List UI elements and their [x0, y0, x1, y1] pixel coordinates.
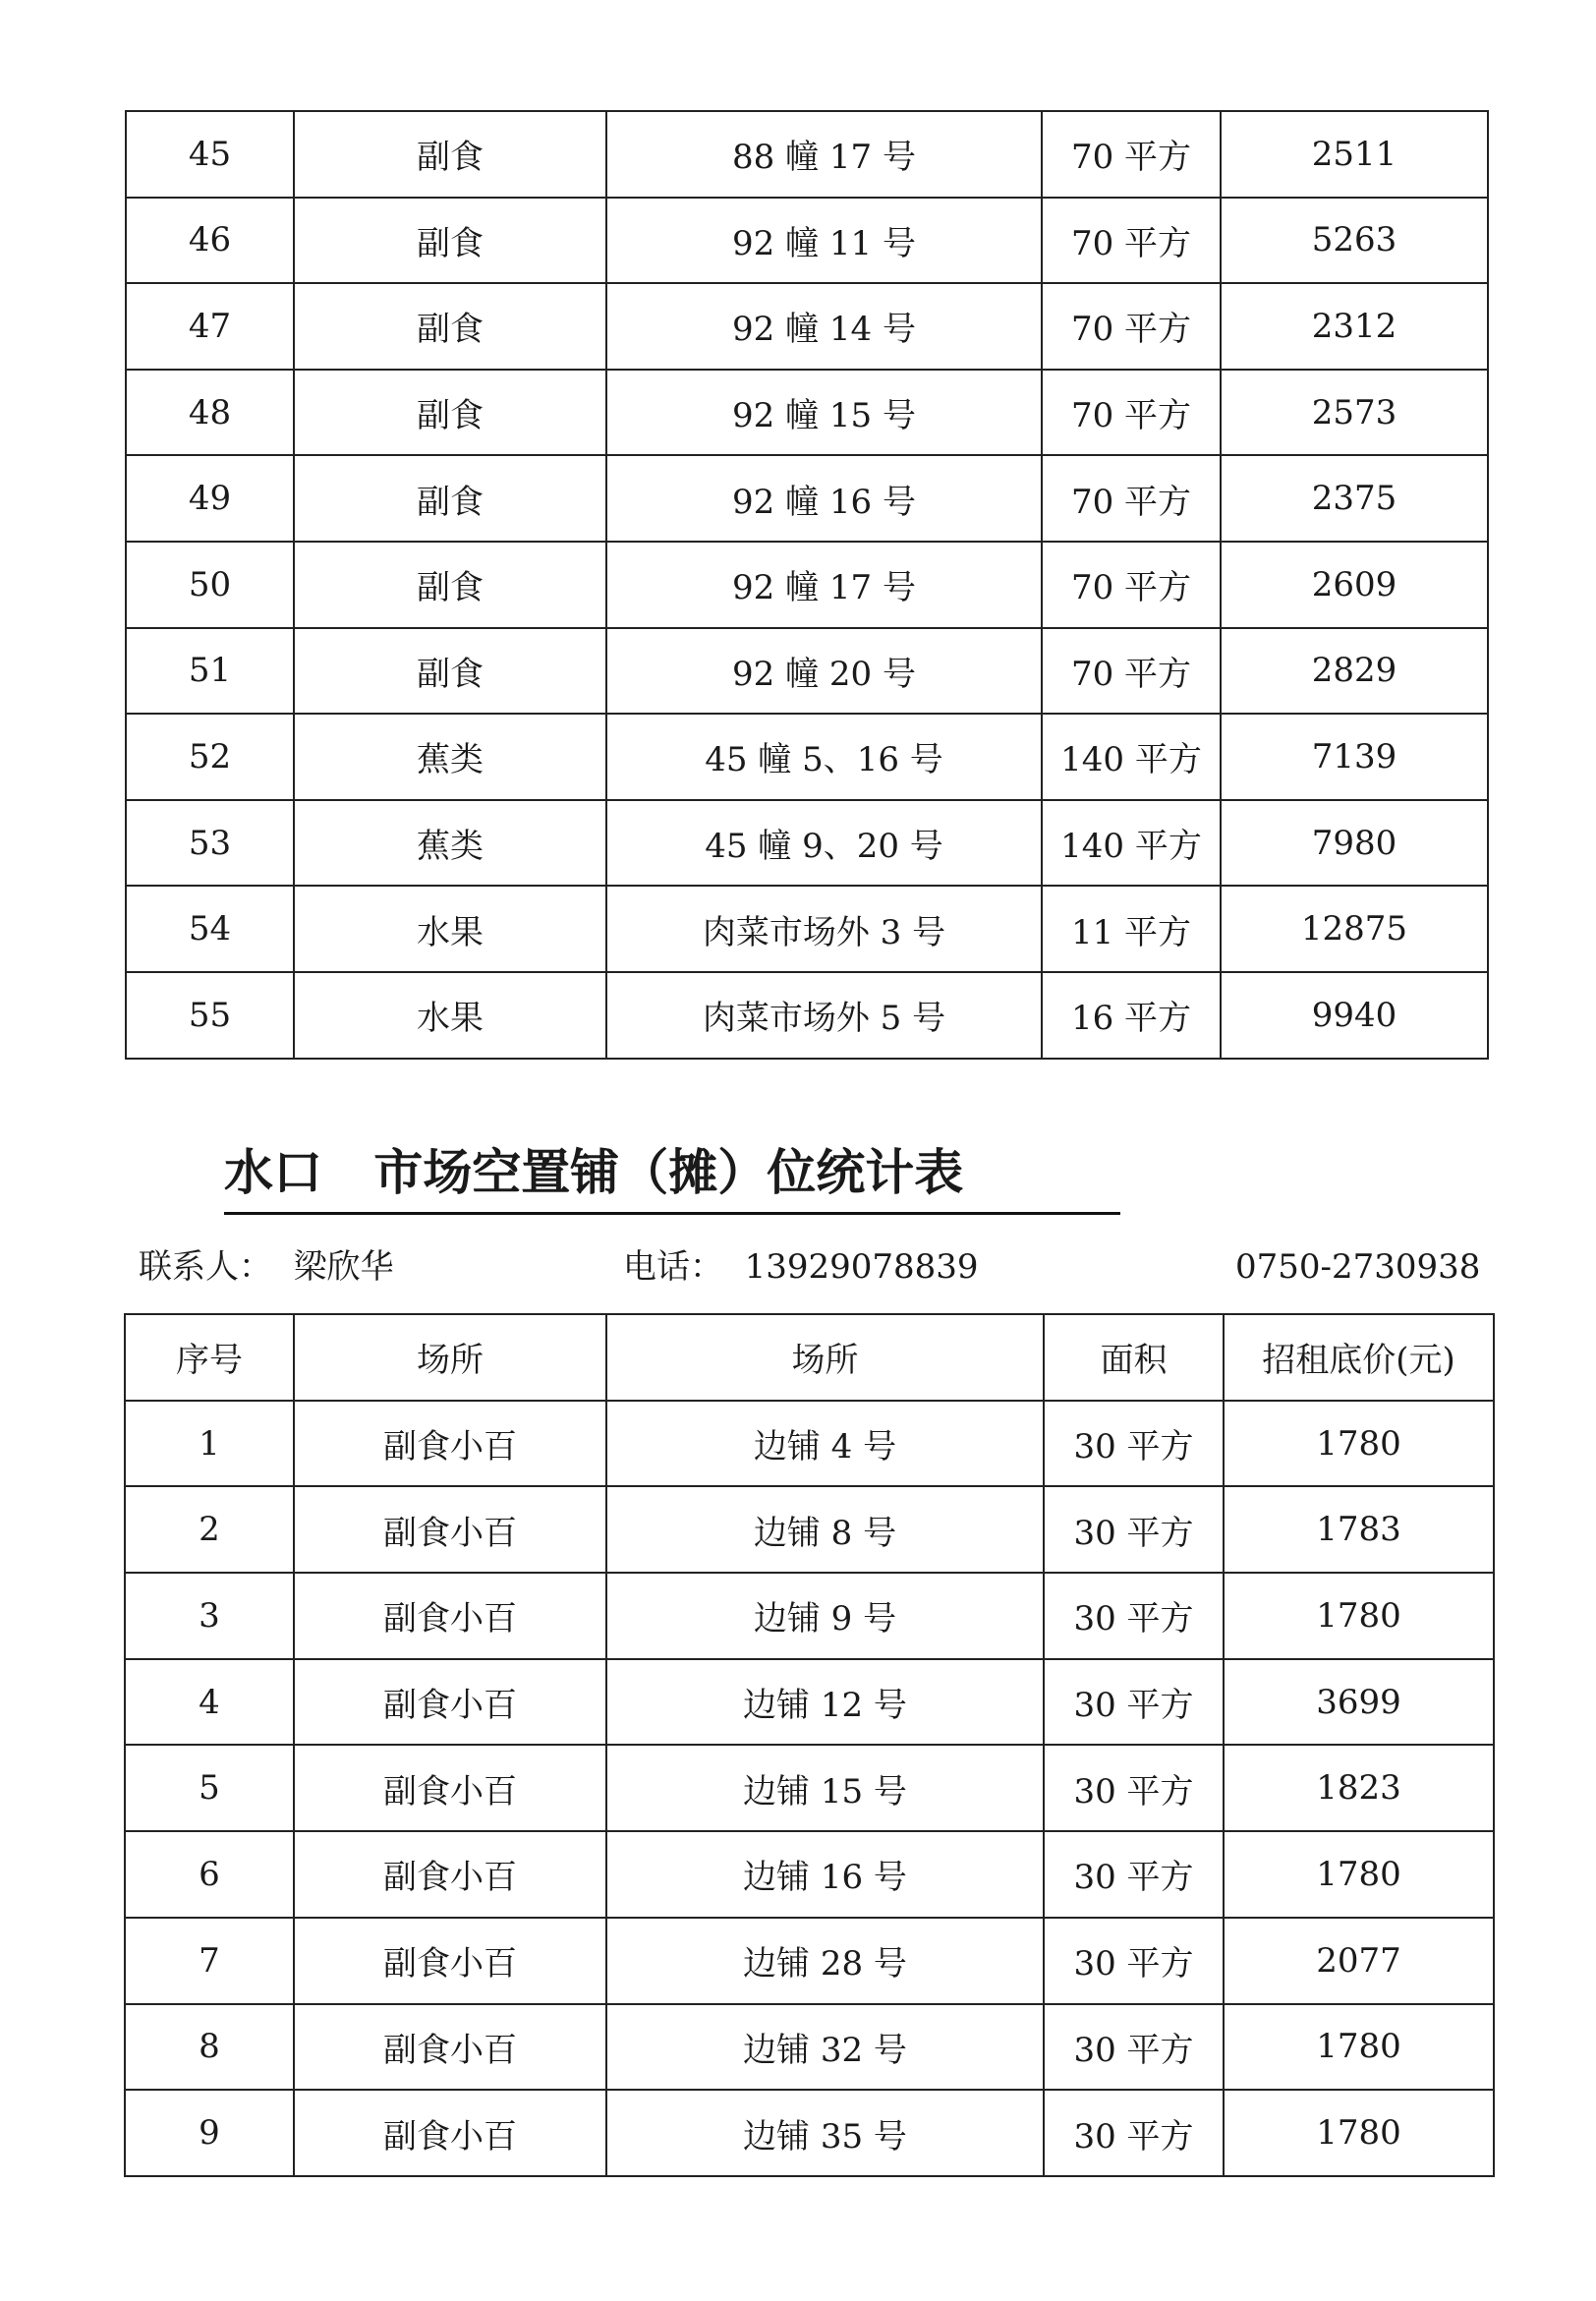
category-cell: 副食小百 — [294, 1745, 606, 1831]
table-row — [125, 1573, 1494, 1659]
area-cell: 30 平方 — [1044, 1573, 1224, 1659]
category-cell: 水果 — [294, 972, 606, 1059]
category-cell: 副食小百 — [294, 2004, 606, 2091]
price-cell: 2511 — [1221, 111, 1488, 198]
location-cell: 92 幢 14 号 — [606, 283, 1042, 370]
location-cell: 92 幢 17 号 — [606, 542, 1042, 628]
category-cell: 副食小百 — [294, 2090, 606, 2176]
area-cell: 30 平方 — [1044, 1486, 1224, 1573]
contact-person: 联系人： 梁欣华 — [139, 1247, 394, 1287]
location-cell: 边铺 28 号 — [606, 1918, 1044, 2004]
table-row — [126, 455, 1488, 542]
table-row — [126, 886, 1488, 972]
table-header — [125, 1314, 1494, 1401]
serial-cell: 9 — [125, 2090, 294, 2176]
serial-cell: 47 — [126, 283, 294, 370]
table-row — [126, 370, 1488, 456]
price-cell: 3699 — [1224, 1659, 1494, 1746]
location-cell: 边铺 16 号 — [606, 1831, 1044, 1918]
vacant-stall-table-continued — [125, 110, 1489, 1060]
category-cell: 蕉类 — [294, 714, 606, 800]
location-cell: 92 幢 16 号 — [606, 455, 1042, 542]
location-cell: 45 幢 9、20 号 — [606, 800, 1042, 887]
price-cell: 2609 — [1221, 542, 1488, 628]
table-row — [126, 800, 1488, 887]
category-cell: 副食 — [294, 628, 606, 715]
price-cell: 1780 — [1224, 1831, 1494, 1918]
table-row — [125, 2004, 1494, 2091]
price-cell: 5263 — [1221, 198, 1488, 284]
table-row — [126, 283, 1488, 370]
table-row — [125, 1918, 1494, 2004]
area-cell: 70 平方 — [1042, 628, 1221, 715]
table-row — [125, 1831, 1494, 1918]
header-venue: 场所 — [294, 1314, 606, 1401]
location-cell: 边铺 4 号 — [606, 1401, 1044, 1487]
serial-cell: 2 — [125, 1486, 294, 1573]
serial-cell: 45 — [126, 111, 294, 198]
table-row — [126, 714, 1488, 800]
price-cell: 1780 — [1224, 1401, 1494, 1487]
serial-cell: 6 — [125, 1831, 294, 1918]
category-cell: 水果 — [294, 886, 606, 972]
serial-cell: 48 — [126, 370, 294, 456]
price-cell: 1783 — [1224, 1486, 1494, 1573]
vacant-stall-table — [124, 1313, 1495, 2177]
price-cell: 1823 — [1224, 1745, 1494, 1831]
price-cell: 2312 — [1221, 283, 1488, 370]
area-cell: 16 平方 — [1042, 972, 1221, 1059]
area-cell: 140 平方 — [1042, 800, 1221, 887]
price-cell: 2573 — [1221, 370, 1488, 456]
area-cell: 70 平方 — [1042, 370, 1221, 456]
location-cell: 92 幢 20 号 — [606, 628, 1042, 715]
location-cell: 肉菜市场外 5 号 — [606, 972, 1042, 1059]
price-cell: 1780 — [1224, 1573, 1494, 1659]
area-cell: 70 平方 — [1042, 198, 1221, 284]
price-cell: 1780 — [1224, 2090, 1494, 2176]
table-row — [125, 1401, 1494, 1487]
header-row — [125, 1314, 1494, 1401]
serial-cell: 5 — [125, 1745, 294, 1831]
header-area: 面积 — [1044, 1314, 1224, 1401]
area-cell: 70 平方 — [1042, 455, 1221, 542]
table-row — [126, 628, 1488, 715]
header-serial: 序号 — [125, 1314, 294, 1401]
contact-phone-landline: 0750-2730938 — [1235, 1247, 1481, 1287]
location-cell: 92 幢 15 号 — [606, 370, 1042, 456]
serial-cell: 7 — [125, 1918, 294, 2004]
serial-cell: 51 — [126, 628, 294, 715]
category-cell: 副食小百 — [294, 1486, 606, 1573]
price-cell: 9940 — [1221, 972, 1488, 1059]
area-cell: 70 平方 — [1042, 283, 1221, 370]
title-underline — [224, 1212, 1120, 1215]
area-cell: 30 平方 — [1044, 1831, 1224, 1918]
section-title: 水口 市场空置铺（摊）位统计表 — [224, 1144, 964, 1201]
location-cell: 92 幢 11 号 — [606, 198, 1042, 284]
location-cell: 边铺 8 号 — [606, 1486, 1044, 1573]
location-cell: 边铺 35 号 — [606, 2090, 1044, 2176]
price-cell: 7139 — [1221, 714, 1488, 800]
header-location: 场所 — [606, 1314, 1044, 1401]
serial-cell: 50 — [126, 542, 294, 628]
serial-cell: 52 — [126, 714, 294, 800]
area-cell: 30 平方 — [1044, 1745, 1224, 1831]
area-cell: 30 平方 — [1044, 1918, 1224, 2004]
serial-cell: 53 — [126, 800, 294, 887]
price-cell: 1780 — [1224, 2004, 1494, 2091]
location-cell: 边铺 9 号 — [606, 1573, 1044, 1659]
price-cell: 12875 — [1221, 886, 1488, 972]
area-cell: 30 平方 — [1044, 2004, 1224, 2091]
location-cell: 边铺 12 号 — [606, 1659, 1044, 1746]
serial-cell: 49 — [126, 455, 294, 542]
category-cell: 副食小百 — [294, 1659, 606, 1746]
table-row — [125, 1486, 1494, 1573]
table-row — [126, 972, 1488, 1059]
area-cell: 70 平方 — [1042, 111, 1221, 198]
location-cell: 边铺 32 号 — [606, 2004, 1044, 2091]
category-cell: 副食小百 — [294, 1831, 606, 1918]
area-cell: 70 平方 — [1042, 542, 1221, 628]
serial-cell: 3 — [125, 1573, 294, 1659]
area-cell: 11 平方 — [1042, 886, 1221, 972]
area-cell: 30 平方 — [1044, 2090, 1224, 2176]
serial-cell: 46 — [126, 198, 294, 284]
serial-cell: 8 — [125, 2004, 294, 2091]
category-cell: 副食 — [294, 111, 606, 198]
category-cell: 副食小百 — [294, 1401, 606, 1487]
category-cell: 副食 — [294, 455, 606, 542]
table-row — [125, 2090, 1494, 2176]
category-cell: 蕉类 — [294, 800, 606, 887]
area-cell: 30 平方 — [1044, 1659, 1224, 1746]
serial-cell: 4 — [125, 1659, 294, 1746]
table-row — [126, 198, 1488, 284]
table-row — [125, 1745, 1494, 1831]
category-cell: 副食 — [294, 370, 606, 456]
table-body — [126, 111, 1488, 1059]
price-cell: 2829 — [1221, 628, 1488, 715]
price-cell: 2077 — [1224, 1918, 1494, 2004]
serial-cell: 1 — [125, 1401, 294, 1487]
serial-cell: 55 — [126, 972, 294, 1059]
location-cell: 45 幢 5、16 号 — [606, 714, 1042, 800]
category-cell: 副食小百 — [294, 1918, 606, 2004]
area-cell: 30 平方 — [1044, 1401, 1224, 1487]
category-cell: 副食 — [294, 198, 606, 284]
category-cell: 副食小百 — [294, 1573, 606, 1659]
area-cell: 140 平方 — [1042, 714, 1221, 800]
category-cell: 副食 — [294, 542, 606, 628]
category-cell: 副食 — [294, 283, 606, 370]
price-cell: 2375 — [1221, 455, 1488, 542]
contact-phone: 电话： 13929078839 — [623, 1247, 979, 1287]
table-body — [125, 1401, 1494, 2176]
location-cell: 边铺 15 号 — [606, 1745, 1044, 1831]
location-cell: 88 幢 17 号 — [606, 111, 1042, 198]
table-row — [126, 111, 1488, 198]
price-cell: 7980 — [1221, 800, 1488, 887]
location-cell: 肉菜市场外 3 号 — [606, 886, 1042, 972]
serial-cell: 54 — [126, 886, 294, 972]
header-price: 招租底价(元) — [1224, 1314, 1494, 1401]
table-row — [125, 1659, 1494, 1746]
table-row — [126, 542, 1488, 628]
